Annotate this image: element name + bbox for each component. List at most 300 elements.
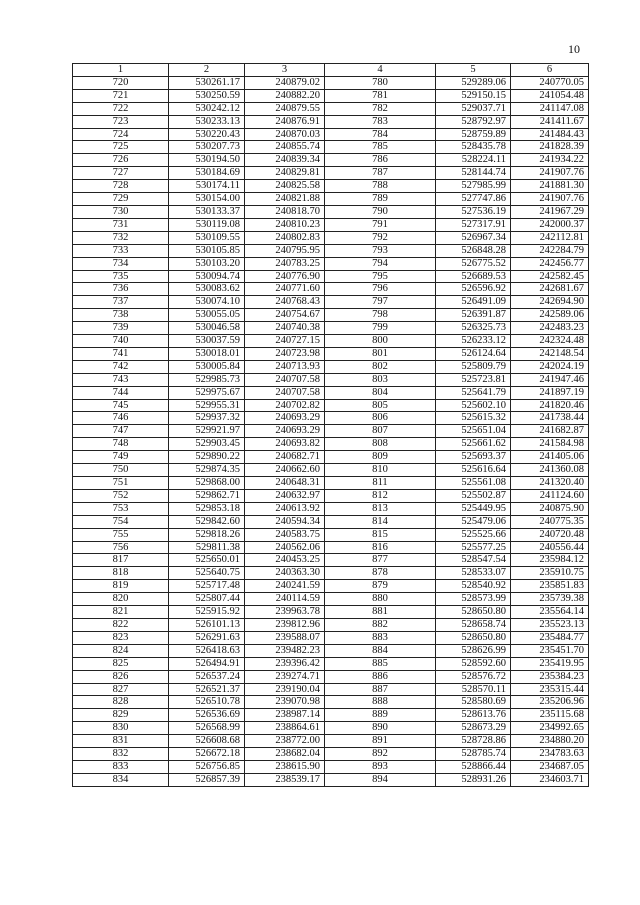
table-row: [73, 154, 589, 167]
x-coordinate-left-cell: 530046.58: [169, 322, 245, 335]
y-coordinate-left-cell: 240662.60: [245, 464, 325, 477]
table-row: [73, 386, 589, 399]
x-coordinate-right-cell: 528673.29: [436, 722, 511, 735]
point-number-right-cell: 808: [325, 438, 436, 451]
x-coordinate-right-cell: 525651.04: [436, 425, 511, 438]
x-coordinate-right-cell: 526391.87: [436, 309, 511, 322]
x-coordinate-left-cell: 525717.48: [169, 580, 245, 593]
point-number-left-cell: 751: [73, 477, 169, 490]
x-coordinate-left-cell: 526494.91: [169, 657, 245, 670]
y-coordinate-right-cell: 241584.98: [511, 438, 589, 451]
point-number-left-cell: 730: [73, 205, 169, 218]
x-coordinate-left-cell: 530109.55: [169, 231, 245, 244]
x-coordinate-right-cell: 527536.19: [436, 205, 511, 218]
y-coordinate-left-cell: 240562.06: [245, 541, 325, 554]
x-coordinate-left-cell: 529874.35: [169, 464, 245, 477]
coordinates-table: [72, 63, 589, 787]
point-number-right-cell: 781: [325, 89, 436, 102]
table-row: [73, 115, 589, 128]
x-coordinate-left-cell: 529937.32: [169, 412, 245, 425]
x-coordinate-left-cell: 529921.97: [169, 425, 245, 438]
point-number-right-cell: 807: [325, 425, 436, 438]
y-coordinate-left-cell: 238615.90: [245, 760, 325, 773]
x-coordinate-right-cell: 527985.99: [436, 180, 511, 193]
x-coordinate-left-cell: 530055.05: [169, 309, 245, 322]
table-row: [73, 347, 589, 360]
x-coordinate-left-cell: 530018.01: [169, 347, 245, 360]
point-number-right-cell: 799: [325, 322, 436, 335]
x-coordinate-left-cell: 530037.59: [169, 335, 245, 348]
y-coordinate-right-cell: 235910.75: [511, 567, 589, 580]
point-number-left-cell: 752: [73, 489, 169, 502]
table-row: [73, 167, 589, 180]
x-coordinate-right-cell: 528650.80: [436, 631, 511, 644]
y-coordinate-left-cell: 240613.92: [245, 502, 325, 515]
y-coordinate-right-cell: 235206.96: [511, 696, 589, 709]
point-number-right-cell: 887: [325, 683, 436, 696]
point-number-left-cell: 756: [73, 541, 169, 554]
table-row: [73, 644, 589, 657]
y-coordinate-left-cell: 240594.34: [245, 515, 325, 528]
point-number-right-cell: 797: [325, 296, 436, 309]
y-coordinate-right-cell: 235315.44: [511, 683, 589, 696]
point-number-left-cell: 822: [73, 618, 169, 631]
point-number-left-cell: 829: [73, 709, 169, 722]
y-coordinate-left-cell: 238987.14: [245, 709, 325, 722]
y-coordinate-left-cell: 240727.15: [245, 335, 325, 348]
x-coordinate-right-cell: 526491.09: [436, 296, 511, 309]
table-row: [73, 283, 589, 296]
y-coordinate-right-cell: 240720.48: [511, 528, 589, 541]
y-coordinate-right-cell: 241484.43: [511, 128, 589, 141]
table-row: [73, 618, 589, 631]
x-coordinate-right-cell: 528650.80: [436, 606, 511, 619]
point-number-left-cell: 754: [73, 515, 169, 528]
y-coordinate-left-cell: 240802.83: [245, 231, 325, 244]
table-row: [73, 464, 589, 477]
y-coordinate-left-cell: 240754.67: [245, 309, 325, 322]
table-row: [73, 670, 589, 683]
x-coordinate-left-cell: 526672.18: [169, 748, 245, 761]
point-number-right-cell: 796: [325, 283, 436, 296]
point-number-right-cell: 787: [325, 167, 436, 180]
x-coordinate-right-cell: 529150.15: [436, 89, 511, 102]
table-row: [73, 631, 589, 644]
y-coordinate-right-cell: 242148.54: [511, 347, 589, 360]
x-coordinate-left-cell: 529818.26: [169, 528, 245, 541]
table-row: [73, 205, 589, 218]
y-coordinate-right-cell: 241147.08: [511, 102, 589, 115]
point-number-left-cell: 729: [73, 193, 169, 206]
point-number-left-cell: 830: [73, 722, 169, 735]
x-coordinate-right-cell: 525602.10: [436, 399, 511, 412]
y-coordinate-right-cell: 235739.38: [511, 593, 589, 606]
y-coordinate-left-cell: 240870.03: [245, 128, 325, 141]
point-number-right-cell: 894: [325, 773, 436, 786]
point-number-right-cell: 893: [325, 760, 436, 773]
y-coordinate-left-cell: 240776.90: [245, 270, 325, 283]
table-row: [73, 335, 589, 348]
y-coordinate-right-cell: 241682.87: [511, 425, 589, 438]
y-coordinate-right-cell: 235384.23: [511, 670, 589, 683]
y-coordinate-left-cell: 238864.61: [245, 722, 325, 735]
table-row: [73, 438, 589, 451]
point-number-left-cell: 826: [73, 670, 169, 683]
y-coordinate-right-cell: 240775.35: [511, 515, 589, 528]
x-coordinate-right-cell: 529289.06: [436, 76, 511, 89]
point-number-left-cell: 742: [73, 360, 169, 373]
x-coordinate-left-cell: 529868.00: [169, 477, 245, 490]
point-number-left-cell: 817: [73, 554, 169, 567]
point-number-right-cell: 789: [325, 193, 436, 206]
x-coordinate-right-cell: 528540.92: [436, 580, 511, 593]
y-coordinate-left-cell: 240682.71: [245, 451, 325, 464]
point-number-left-cell: 739: [73, 322, 169, 335]
y-coordinate-left-cell: 240453.25: [245, 554, 325, 567]
point-number-left-cell: 832: [73, 748, 169, 761]
x-coordinate-right-cell: 525616.64: [436, 464, 511, 477]
y-coordinate-left-cell: 240821.88: [245, 193, 325, 206]
point-number-left-cell: 834: [73, 773, 169, 786]
point-number-right-cell: 802: [325, 360, 436, 373]
table-row: [73, 477, 589, 490]
table-row: [73, 567, 589, 580]
y-coordinate-right-cell: 235419.95: [511, 657, 589, 670]
y-coordinate-left-cell: 240723.98: [245, 347, 325, 360]
table-row: [73, 657, 589, 670]
y-coordinate-right-cell: 241947.46: [511, 373, 589, 386]
table-row: [73, 709, 589, 722]
point-number-right-cell: 793: [325, 244, 436, 257]
x-coordinate-left-cell: 526510.78: [169, 696, 245, 709]
point-number-left-cell: 727: [73, 167, 169, 180]
x-coordinate-left-cell: 530250.59: [169, 89, 245, 102]
x-coordinate-right-cell: 525809.79: [436, 360, 511, 373]
y-coordinate-right-cell: 240770.05: [511, 76, 589, 89]
x-coordinate-right-cell: 525693.37: [436, 451, 511, 464]
point-number-left-cell: 827: [73, 683, 169, 696]
point-number-left-cell: 721: [73, 89, 169, 102]
y-coordinate-left-cell: 240879.55: [245, 102, 325, 115]
x-coordinate-right-cell: 525723.81: [436, 373, 511, 386]
column-header-y-right: 6: [511, 64, 589, 77]
x-coordinate-left-cell: 526521.37: [169, 683, 245, 696]
point-number-right-cell: 798: [325, 309, 436, 322]
y-coordinate-right-cell: 242694.90: [511, 296, 589, 309]
point-number-right-cell: 878: [325, 567, 436, 580]
column-header-point-number-left: 1: [73, 64, 169, 77]
point-number-left-cell: 733: [73, 244, 169, 257]
x-coordinate-right-cell: 528435.78: [436, 141, 511, 154]
x-coordinate-right-cell: 528144.74: [436, 167, 511, 180]
x-coordinate-right-cell: 528626.99: [436, 644, 511, 657]
x-coordinate-left-cell: 529862.71: [169, 489, 245, 502]
table-row: [73, 399, 589, 412]
y-coordinate-left-cell: 240114.59: [245, 593, 325, 606]
x-coordinate-right-cell: 528792.97: [436, 115, 511, 128]
table-row: [73, 89, 589, 102]
table-row: [73, 451, 589, 464]
x-coordinate-right-cell: 528580.69: [436, 696, 511, 709]
x-coordinate-right-cell: 526124.64: [436, 347, 511, 360]
table-row: [73, 244, 589, 257]
table-row: [73, 296, 589, 309]
y-coordinate-right-cell: 241907.76: [511, 193, 589, 206]
table-row: [73, 412, 589, 425]
point-number-left-cell: 738: [73, 309, 169, 322]
x-coordinate-right-cell: 528728.86: [436, 735, 511, 748]
y-coordinate-right-cell: 234783.63: [511, 748, 589, 761]
table-header-row: [73, 64, 589, 77]
x-coordinate-right-cell: 528573.99: [436, 593, 511, 606]
y-coordinate-right-cell: 241320.40: [511, 477, 589, 490]
y-coordinate-left-cell: 240702.82: [245, 399, 325, 412]
table-row: [73, 748, 589, 761]
y-coordinate-right-cell: 242284.79: [511, 244, 589, 257]
x-coordinate-right-cell: 528658.74: [436, 618, 511, 631]
point-number-right-cell: 806: [325, 412, 436, 425]
point-number-right-cell: 814: [325, 515, 436, 528]
point-number-right-cell: 811: [325, 477, 436, 490]
point-number-left-cell: 735: [73, 270, 169, 283]
x-coordinate-right-cell: 526967.34: [436, 231, 511, 244]
y-coordinate-left-cell: 240855.74: [245, 141, 325, 154]
point-number-left-cell: 724: [73, 128, 169, 141]
point-number-left-cell: 736: [73, 283, 169, 296]
x-coordinate-left-cell: 530133.37: [169, 205, 245, 218]
table-row: [73, 322, 589, 335]
table-row: [73, 606, 589, 619]
column-header-x-right: 5: [436, 64, 511, 77]
x-coordinate-left-cell: 530174.11: [169, 180, 245, 193]
y-coordinate-left-cell: 240882.20: [245, 89, 325, 102]
table-row: [73, 180, 589, 193]
y-coordinate-left-cell: 240876.91: [245, 115, 325, 128]
point-number-left-cell: 734: [73, 257, 169, 270]
y-coordinate-left-cell: 240783.25: [245, 257, 325, 270]
y-coordinate-right-cell: 235851.83: [511, 580, 589, 593]
x-coordinate-right-cell: 527317.91: [436, 218, 511, 231]
point-number-right-cell: 890: [325, 722, 436, 735]
y-coordinate-left-cell: 238539.17: [245, 773, 325, 786]
y-coordinate-left-cell: 240825.58: [245, 180, 325, 193]
x-coordinate-left-cell: 529903.45: [169, 438, 245, 451]
point-number-left-cell: 749: [73, 451, 169, 464]
x-coordinate-left-cell: 525640.75: [169, 567, 245, 580]
y-coordinate-left-cell: 240707.58: [245, 373, 325, 386]
point-number-right-cell: 810: [325, 464, 436, 477]
table-row: [73, 76, 589, 89]
x-coordinate-left-cell: 526608.68: [169, 735, 245, 748]
x-coordinate-left-cell: 526101.13: [169, 618, 245, 631]
y-coordinate-left-cell: 240693.82: [245, 438, 325, 451]
point-number-right-cell: 785: [325, 141, 436, 154]
x-coordinate-left-cell: 526756.85: [169, 760, 245, 773]
point-number-left-cell: 748: [73, 438, 169, 451]
table-row: [73, 554, 589, 567]
point-number-right-cell: 805: [325, 399, 436, 412]
point-number-left-cell: 746: [73, 412, 169, 425]
x-coordinate-left-cell: 530261.17: [169, 76, 245, 89]
x-coordinate-right-cell: 525641.79: [436, 386, 511, 399]
table-row: [73, 489, 589, 502]
point-number-left-cell: 821: [73, 606, 169, 619]
y-coordinate-right-cell: 242024.19: [511, 360, 589, 373]
x-coordinate-left-cell: 526857.39: [169, 773, 245, 786]
table-row: [73, 502, 589, 515]
point-number-left-cell: 750: [73, 464, 169, 477]
point-number-right-cell: 783: [325, 115, 436, 128]
x-coordinate-right-cell: 527747.86: [436, 193, 511, 206]
y-coordinate-right-cell: 241411.67: [511, 115, 589, 128]
x-coordinate-left-cell: 525650.01: [169, 554, 245, 567]
table-row: [73, 735, 589, 748]
y-coordinate-right-cell: 241897.19: [511, 386, 589, 399]
point-number-left-cell: 755: [73, 528, 169, 541]
x-coordinate-left-cell: 526536.69: [169, 709, 245, 722]
point-number-left-cell: 747: [73, 425, 169, 438]
x-coordinate-left-cell: 530194.50: [169, 154, 245, 167]
y-coordinate-right-cell: 241820.46: [511, 399, 589, 412]
x-coordinate-left-cell: 530005.84: [169, 360, 245, 373]
x-coordinate-right-cell: 525577.25: [436, 541, 511, 554]
y-coordinate-right-cell: 242483.23: [511, 322, 589, 335]
point-number-right-cell: 813: [325, 502, 436, 515]
table-row: [73, 541, 589, 554]
y-coordinate-left-cell: 239963.78: [245, 606, 325, 619]
y-coordinate-left-cell: 240740.38: [245, 322, 325, 335]
point-number-right-cell: 892: [325, 748, 436, 761]
point-number-left-cell: 819: [73, 580, 169, 593]
point-number-right-cell: 886: [325, 670, 436, 683]
x-coordinate-left-cell: 530103.20: [169, 257, 245, 270]
y-coordinate-left-cell: 239070.98: [245, 696, 325, 709]
table-row: [73, 270, 589, 283]
x-coordinate-left-cell: 530207.73: [169, 141, 245, 154]
x-coordinate-left-cell: 530154.00: [169, 193, 245, 206]
y-coordinate-right-cell: 241124.60: [511, 489, 589, 502]
x-coordinate-left-cell: 530083.62: [169, 283, 245, 296]
y-coordinate-right-cell: 241967.29: [511, 205, 589, 218]
x-coordinate-right-cell: 528224.11: [436, 154, 511, 167]
point-number-right-cell: 804: [325, 386, 436, 399]
point-number-left-cell: 818: [73, 567, 169, 580]
y-coordinate-right-cell: 241907.76: [511, 167, 589, 180]
point-number-right-cell: 791: [325, 218, 436, 231]
point-number-left-cell: 726: [73, 154, 169, 167]
point-number-right-cell: 800: [325, 335, 436, 348]
point-number-left-cell: 741: [73, 347, 169, 360]
point-number-left-cell: 740: [73, 335, 169, 348]
x-coordinate-left-cell: 529975.67: [169, 386, 245, 399]
x-coordinate-right-cell: 528785.74: [436, 748, 511, 761]
y-coordinate-right-cell: 242324.48: [511, 335, 589, 348]
x-coordinate-left-cell: 529985.73: [169, 373, 245, 386]
y-coordinate-left-cell: 240818.70: [245, 205, 325, 218]
point-number-left-cell: 722: [73, 102, 169, 115]
point-number-right-cell: 891: [325, 735, 436, 748]
y-coordinate-left-cell: 239482.23: [245, 644, 325, 657]
point-number-left-cell: 828: [73, 696, 169, 709]
point-number-left-cell: 743: [73, 373, 169, 386]
table-row: [73, 218, 589, 231]
y-coordinate-right-cell: 234687.05: [511, 760, 589, 773]
point-number-left-cell: 824: [73, 644, 169, 657]
x-coordinate-right-cell: 528547.54: [436, 554, 511, 567]
x-coordinate-right-cell: 528576.72: [436, 670, 511, 683]
x-coordinate-right-cell: 528570.11: [436, 683, 511, 696]
y-coordinate-left-cell: 240632.97: [245, 489, 325, 502]
y-coordinate-right-cell: 234992.65: [511, 722, 589, 735]
x-coordinate-left-cell: 529955.31: [169, 399, 245, 412]
point-number-left-cell: 720: [73, 76, 169, 89]
point-number-right-cell: 880: [325, 593, 436, 606]
x-coordinate-left-cell: 530184.69: [169, 167, 245, 180]
x-coordinate-right-cell: 528613.76: [436, 709, 511, 722]
y-coordinate-right-cell: 241828.39: [511, 141, 589, 154]
table-row: [73, 360, 589, 373]
y-coordinate-right-cell: 241360.08: [511, 464, 589, 477]
point-number-right-cell: 812: [325, 489, 436, 502]
point-number-right-cell: 801: [325, 347, 436, 360]
y-coordinate-right-cell: 234880.20: [511, 735, 589, 748]
point-number-right-cell: 888: [325, 696, 436, 709]
table-row: [73, 683, 589, 696]
y-coordinate-left-cell: 240693.29: [245, 425, 325, 438]
x-coordinate-right-cell: 526233.12: [436, 335, 511, 348]
y-coordinate-left-cell: 240879.02: [245, 76, 325, 89]
point-number-left-cell: 833: [73, 760, 169, 773]
point-number-left-cell: 825: [73, 657, 169, 670]
x-coordinate-right-cell: 525479.06: [436, 515, 511, 528]
y-coordinate-right-cell: 241054.48: [511, 89, 589, 102]
point-number-right-cell: 882: [325, 618, 436, 631]
y-coordinate-right-cell: 242456.77: [511, 257, 589, 270]
point-number-right-cell: 786: [325, 154, 436, 167]
table-row: [73, 760, 589, 773]
column-header-x-left: 2: [169, 64, 245, 77]
point-number-right-cell: 794: [325, 257, 436, 270]
table-row: [73, 128, 589, 141]
x-coordinate-right-cell: 526689.53: [436, 270, 511, 283]
y-coordinate-right-cell: 235523.13: [511, 618, 589, 631]
x-coordinate-left-cell: 530242.12: [169, 102, 245, 115]
y-coordinate-right-cell: 235115.68: [511, 709, 589, 722]
y-coordinate-right-cell: 242589.06: [511, 309, 589, 322]
x-coordinate-right-cell: 526775.52: [436, 257, 511, 270]
x-coordinate-right-cell: 528759.89: [436, 128, 511, 141]
y-coordinate-left-cell: 240583.75: [245, 528, 325, 541]
point-number-right-cell: 816: [325, 541, 436, 554]
x-coordinate-right-cell: 525661.62: [436, 438, 511, 451]
x-coordinate-right-cell: 529037.71: [436, 102, 511, 115]
x-coordinate-right-cell: 526848.28: [436, 244, 511, 257]
point-number-left-cell: 728: [73, 180, 169, 193]
y-coordinate-right-cell: 235484.77: [511, 631, 589, 644]
x-coordinate-right-cell: 525561.08: [436, 477, 511, 490]
table-body: [73, 76, 589, 786]
table-row: [73, 373, 589, 386]
point-number-right-cell: 881: [325, 606, 436, 619]
table-row: [73, 696, 589, 709]
y-coordinate-right-cell: 240556.44: [511, 541, 589, 554]
point-number-left-cell: 823: [73, 631, 169, 644]
y-coordinate-left-cell: 240771.60: [245, 283, 325, 296]
point-number-right-cell: 815: [325, 528, 436, 541]
x-coordinate-right-cell: 528592.60: [436, 657, 511, 670]
x-coordinate-right-cell: 525449.95: [436, 502, 511, 515]
x-coordinate-left-cell: 526418.63: [169, 644, 245, 657]
